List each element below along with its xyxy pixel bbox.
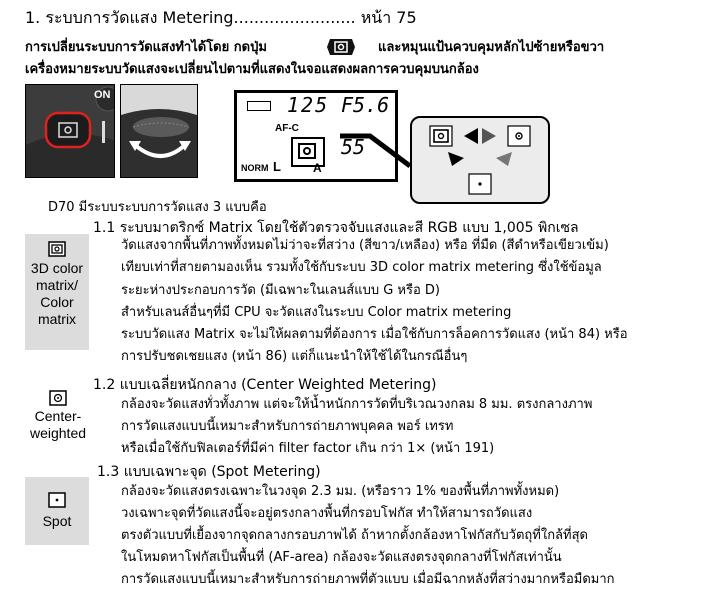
section-heading-matrix: 1.1 ระบบมาตริกซ์ Matrix โดยใช้ตัวตรวจจับแสงและสี RGB แบบ 1,005 พิกเซล	[93, 220, 579, 236]
lcd-aperture: F5.6	[341, 93, 390, 117]
section-heading-center-weighted: 1.2 แบบเฉลี่ยหนักกลาง (Center Weighted Metering)	[93, 377, 437, 393]
center-weighted-icon	[49, 390, 67, 406]
spot-line: การวัดแสงแบบนี้เหมาะสำหรับการถ่ายภาพที่ตัวแบบ เมื่อมีฉากหลังที่สว่างมากหรือมืดมาก	[121, 572, 615, 587]
lcd-mode: A	[313, 161, 322, 175]
lcd-quality: NORM	[241, 163, 269, 173]
matrix-line: ระยะห่างประกอบการวัด (มีเฉพาะในเลนส์แบบ G หรือ D)	[121, 283, 441, 298]
metering-mode-diagram	[410, 116, 550, 204]
matrix-line: ระบบวัดแสง Matrix จะไม่ให้ผลตามที่ต้องการ เมื่อใช้กับการล็อคการวัดแสง (หน้า 84) หรือ	[121, 327, 628, 342]
center-weighted-icon-panel	[22, 386, 94, 452]
instruction-line-1: การเปลี่ยนระบบการวัดแสงทำได้โดย กดปุ่ม	[25, 40, 267, 55]
metering-button-icon	[326, 38, 356, 56]
lcd-frame-count: 55	[341, 135, 366, 159]
matrix-metering-icon	[48, 241, 66, 257]
spot-line: ตรงตัวแบบที่เยื้องจากจุดกลางกรอบภาพได้ ถ้าหากตั้งกล้องหาโฟกัสกับวัตถุที่ใกล้ที่สุด	[121, 528, 588, 543]
instruction-line-2: เครื่องหมายระบบวัดแสงจะเปลี่ยนไปตามที่แสดงในจอแสดงผลการควบคุมบนกล้อง	[25, 62, 479, 77]
matrix-line: สำหรับเลนส์อื่นๆที่มี CPU จะวัดแสงในระบบ Color matrix metering	[121, 305, 512, 320]
on-label: ON	[94, 89, 111, 101]
section-heading-spot: 1.3 แบบเฉพาะจุด (Spot Metering)	[97, 464, 321, 480]
matrix-line: วัดแสงจากพื้นที่ภาพทั้งหมดไม่ว่าจะที่สว่าง (สีขาว/เหลือง) หรือ ที่มืด (สีดำหรือเขียวเข้ม)	[121, 238, 609, 253]
lcd-af-mode: AF-C	[275, 123, 299, 134]
intro-text: D70 มีระบบระบบการวัดแสง 3 แบบคือ	[48, 200, 267, 215]
camera-button-photo	[25, 84, 115, 178]
spot-line: ในโหมดหาโฟกัสเป็นพื้นที่ (AF-area) กล้องจะวัดแสงตรงจุดกลางที่โฟกัสเท่านั้น	[121, 550, 562, 565]
camera-dial-photo	[120, 84, 198, 178]
spot-icon-label: Spot	[42, 513, 72, 529]
lcd-shutter: 125	[287, 93, 330, 117]
matrix-icon-label: 3D color matrix/ Color matrix	[30, 260, 84, 327]
spot-icon-panel	[25, 477, 89, 545]
matrix-line: เทียบเท่าที่สายตามองเห็น รวมทั้งใช้กับระบบ 3D color matrix metering ซึ่งใช้ข้อมูล	[121, 260, 602, 275]
center-weighted-line: กล้องจะวัดแสงทั่วทั้งภาพ แต่จะให้น้ำหนักการวัดที่บริเวณวงกลม 8 มม. ตรงกลางภาพ	[121, 397, 593, 412]
section-title: 1. ระบบการวัดแสง Metering........................ หน้า 75	[25, 8, 417, 27]
matrix-icon-panel	[25, 234, 89, 350]
spot-line: วงเฉพาะจุดที่วัดแสงนี้จะอยู่ตรงกลางพื้นที่กรอบโฟกัส ทำให้สามารถวัดแสง	[121, 506, 533, 521]
lcd-size: L	[273, 159, 281, 174]
battery-icon	[247, 101, 271, 111]
spot-metering-icon	[48, 492, 66, 508]
center-weighted-label: Center-weighted	[29, 408, 87, 441]
spot-line: กล้องจะวัดแสงตรงเฉพาะในวงจุด 2.3 มม. (หรือราว 1% ของพื้นที่ภาพทั้งหมด)	[121, 484, 560, 499]
center-weighted-line: การวัดแสงแบบนี้เหมาะสำหรับการถ่ายภาพบุคคล พอร์ เทรท	[121, 419, 454, 434]
matrix-line: การปรับชดเชยแสง (หน้า 86) แต่ก็แนะนำให้ใช้ได้ในกรณีอื่นๆ	[121, 349, 468, 364]
callout-line	[340, 132, 420, 172]
instruction-line-1b: และหมุนแป้นควบคุมหลักไปซ้ายหรือขวา	[378, 40, 605, 55]
center-weighted-line: หรือเมื่อใช้กับฟิลเตอร์ที่มีค่า filter factor เกิน กว่า 1× (หน้า 191)	[121, 441, 495, 456]
